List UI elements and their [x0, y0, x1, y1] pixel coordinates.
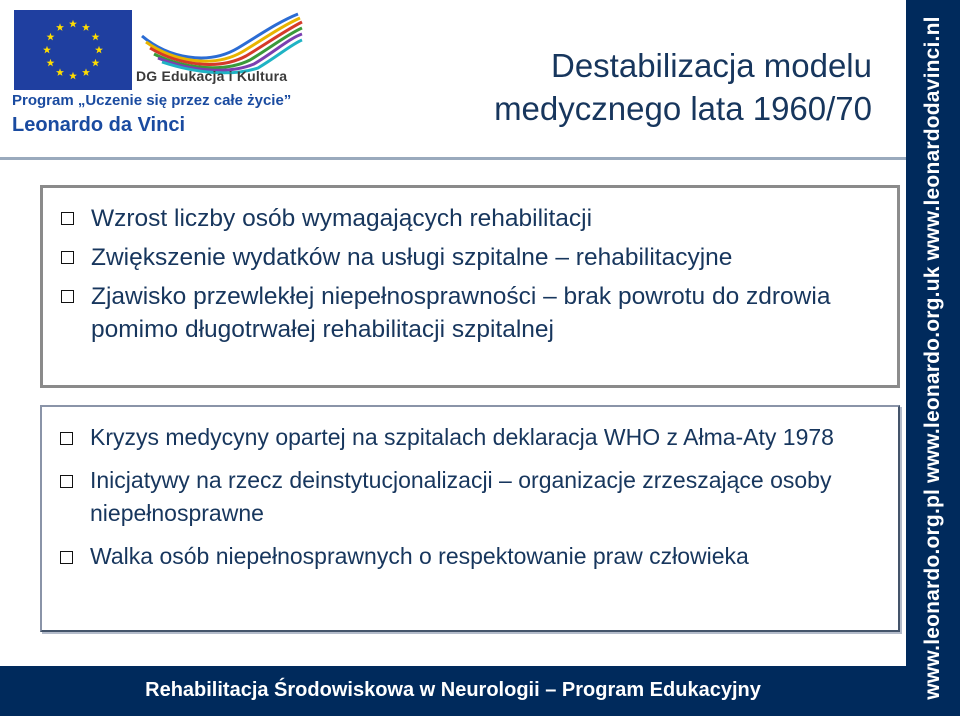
content-box-2: [40, 405, 900, 632]
dg-label: DG Edukacja i Kultura: [136, 68, 288, 84]
title-line-2: medycznego lata 1960/70: [494, 90, 872, 127]
list-item: [51, 280, 897, 346]
side-band: [906, 0, 960, 716]
leonardo-label: Leonardo da Vinci: [12, 114, 185, 136]
list-item: [50, 540, 898, 573]
list-item-text: Zwiększenie wydatków na usługi szpitalne – rehabilitacyjne: [91, 244, 733, 271]
program-label: Program „Uczenie się przez całe życie”: [12, 92, 292, 109]
list-item: [50, 421, 898, 454]
list-item: [51, 202, 897, 235]
content-box-1: [40, 185, 900, 388]
square-bullet-icon: [61, 290, 74, 303]
square-bullet-icon: [61, 212, 74, 225]
list-item-text: Kryzys medycyny opartej na szpitalach deklaracja WHO z Ałma-Aty 1978: [90, 424, 834, 450]
slide-title: [352, 44, 872, 130]
list-item-text: Inicjatywy na rzecz deinstytucjonalizacji – organizacje zrzeszające osoby niepełnosprawne: [90, 467, 832, 526]
title-divider: [0, 157, 906, 160]
title-line-1: Destabilizacja modelu: [551, 47, 872, 84]
side-band-links: www.leonardo.org.pl www.leonardo.org.uk www.leonardodavinci.nl: [921, 16, 944, 700]
eu-flag-icon: [14, 10, 132, 90]
square-bullet-icon: [61, 251, 74, 264]
square-bullet-icon: [60, 551, 73, 564]
footer-text: Rehabilitacja Środowiskowa w Neurologii – Program Edukacyjny: [145, 679, 761, 701]
bullet-list-1: [43, 188, 897, 346]
leonardo-logo: [8, 8, 308, 148]
list-item: [51, 241, 897, 274]
list-item-text: Wzrost liczby osób wymagających rehabilitacji: [91, 205, 593, 232]
square-bullet-icon: [60, 475, 73, 488]
footer-bar: [0, 666, 906, 716]
square-bullet-icon: [60, 432, 73, 445]
swoosh-icon: [138, 8, 303, 76]
bullet-list-2: [42, 407, 898, 573]
list-item-text: Walka osób niepełnosprawnych o respektowanie praw człowieka: [90, 543, 749, 569]
list-item-text: Zjawisko przewlekłej niepełnosprawności – brak powrotu do zdrowia pomimo długotrwałej rehabilitacji szpitalnej: [91, 283, 831, 343]
list-item: [50, 464, 898, 530]
